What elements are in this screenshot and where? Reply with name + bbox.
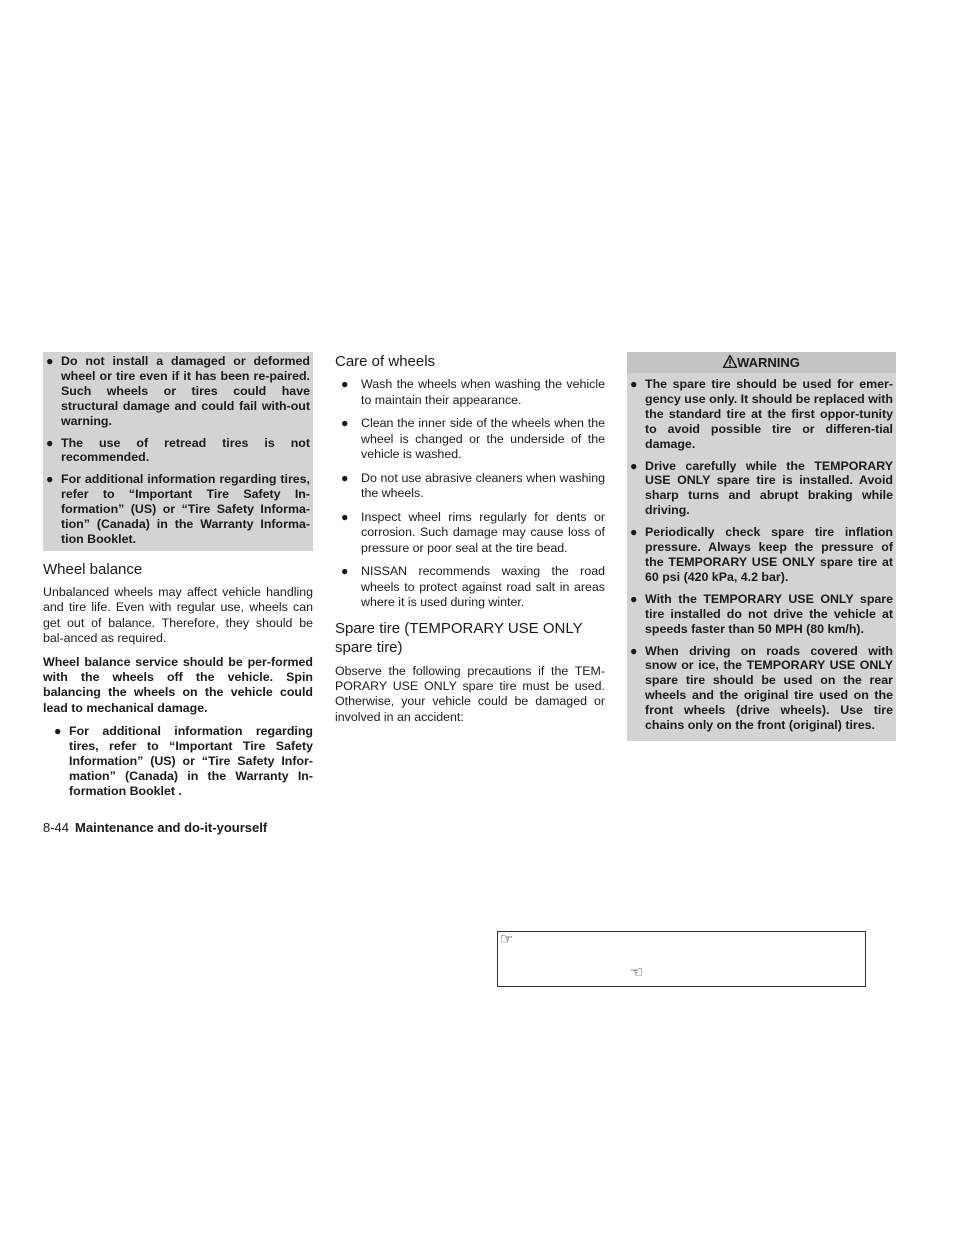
wheel-balance-paragraph: Unbalanced wheels may affect vehicle handling and tire life. Even with regular use, wheels can get out of balance. Therefore, they should be bal-anced as required.: [43, 584, 313, 646]
list-item-text: The spare tire should be used for emer-gency use only. It should be replaced with the standard tire at the first oppor-tunity to avoid possible tire or differen-tial damage.: [645, 377, 893, 451]
bullet-icon: ●: [54, 724, 62, 739]
page-footer: [43, 820, 267, 836]
wheel-balance-warning-paragraph: Wheel balance service should be per-formed with the wheels off the vehicle. Spin balancing the wheels on the vehicle could lead to mechanical damage.: [43, 654, 313, 715]
list-item-text: Clean the inner side of the wheels when the wheel is changed or the underside of the vehicle is washed.: [361, 416, 605, 461]
list-item-text: For additional information regarding tires, refer to “Important Tire Safety In-formation” (US) or “Tire Safety Informa-tion” (Canada) in the Warranty Informa-tion Booklet.: [61, 472, 310, 546]
note-box: [497, 931, 866, 987]
warning-header: [627, 352, 896, 373]
bullet-icon: ●: [630, 377, 638, 391]
section-title: Maintenance and do-it-yourself: [75, 820, 268, 835]
list-item: [335, 471, 605, 502]
list-item: [627, 377, 896, 452]
wheel-balance-heading: Wheel balance: [43, 560, 143, 578]
spare-tire-paragraph: Observe the following precautions if the TEM-PORARY USE ONLY spare tire must be used. Otherwise, your vehicle could be damaged or involved in an accident:: [335, 663, 605, 724]
list-item: [51, 724, 313, 799]
bullet-icon: ●: [630, 643, 638, 658]
list-item-text: With the TEMPORARY USE ONLY spare tire installed do not drive the vehicle at speeds faster than 50 MPH (80 km/h).: [645, 591, 893, 636]
bullet-icon: ●: [341, 416, 349, 430]
page-number: 8-44: [43, 820, 70, 835]
bullet-icon: ●: [341, 564, 349, 578]
middle-column: [335, 352, 605, 725]
list-item: [335, 510, 605, 557]
list-item: [335, 564, 605, 611]
bullet-icon: ●: [341, 377, 349, 391]
warning-list: [627, 377, 896, 741]
list-item-text: Inspect wheel rims regularly for dents or corrosion. Such damage may cause loss of pressure or poor seal at the tire bead.: [361, 509, 605, 555]
list-item-text: NISSAN recommends waxing the road wheels to protect against road salt in areas where it is used during winter.: [361, 564, 605, 609]
list-item-text: Do not install a damaged or deformed wheel or tire even if it has been re-paired. Such wheels or tires could have structural damage and could fail with-out warning.: [61, 354, 310, 428]
list-item-text: Periodically check spare tire inflation pressure. Always keep the pressure of the TEMPORARY USE ONLY spare tire at 60 psi (420 kPa, 4.2 bar).: [645, 525, 893, 584]
bullet-icon: ●: [630, 591, 638, 606]
bullet-icon: ●: [341, 509, 349, 524]
list-item: [627, 592, 896, 637]
list-item: [43, 354, 310, 429]
bullet-icon: ●: [341, 470, 349, 485]
caution-list: [43, 354, 310, 547]
warning-title: WARNING: [737, 355, 800, 370]
list-item: [627, 644, 896, 733]
warning-triangle-icon: [723, 355, 737, 368]
list-item-text: Do not use abrasive cleaners when washing the wheels.: [361, 470, 605, 500]
bullet-icon: ●: [630, 458, 638, 473]
warning-box: [627, 352, 896, 741]
pointing-hand-left-icon: ☜: [630, 964, 644, 981]
list-item: [627, 459, 896, 519]
care-list: [335, 377, 605, 611]
list-item: [335, 416, 605, 463]
left-column: [43, 352, 313, 806]
right-column: [627, 352, 896, 741]
bullet-icon: ●: [46, 472, 54, 487]
bullet-icon: ●: [46, 435, 54, 450]
list-item: [43, 436, 310, 466]
list-item: [627, 525, 896, 585]
list-item-text: Wash the wheels when washing the vehicle to maintain their appearance.: [361, 377, 605, 407]
list-item-text: When driving on roads covered with snow or ice, the TEMPORARY USE ONLY spare tire should be used on the rear wheels and the original tire used on the front wheels (drive wheels). Use tire chains only on the front (original) tires.: [645, 643, 893, 733]
caution-box: [43, 352, 313, 551]
bullet-icon: ●: [46, 354, 54, 368]
list-item: [335, 377, 605, 408]
spare-tire-heading: Spare tire (TEMPORARY USE ONLY spare tire): [335, 619, 583, 656]
list-item: [43, 472, 310, 547]
list-item-text: For additional information regarding tires, refer to “Important Tire Safety Information” (US) or “Tire Safety Infor-mation” (Canada) in the Warranty In-formation Booklet .: [69, 724, 313, 798]
wheel-balance-list: [51, 724, 313, 799]
pointing-hand-right-icon: ☞: [500, 931, 514, 948]
care-of-wheels-heading: Care of wheels: [335, 353, 436, 370]
list-item-text: Drive carefully while the TEMPORARY USE ONLY spare tire is installed. Avoid sharp turns and abrupt braking while driving.: [645, 458, 893, 518]
bullet-icon: ●: [630, 525, 638, 540]
list-item-text: The use of retread tires is not recommended.: [61, 435, 310, 465]
